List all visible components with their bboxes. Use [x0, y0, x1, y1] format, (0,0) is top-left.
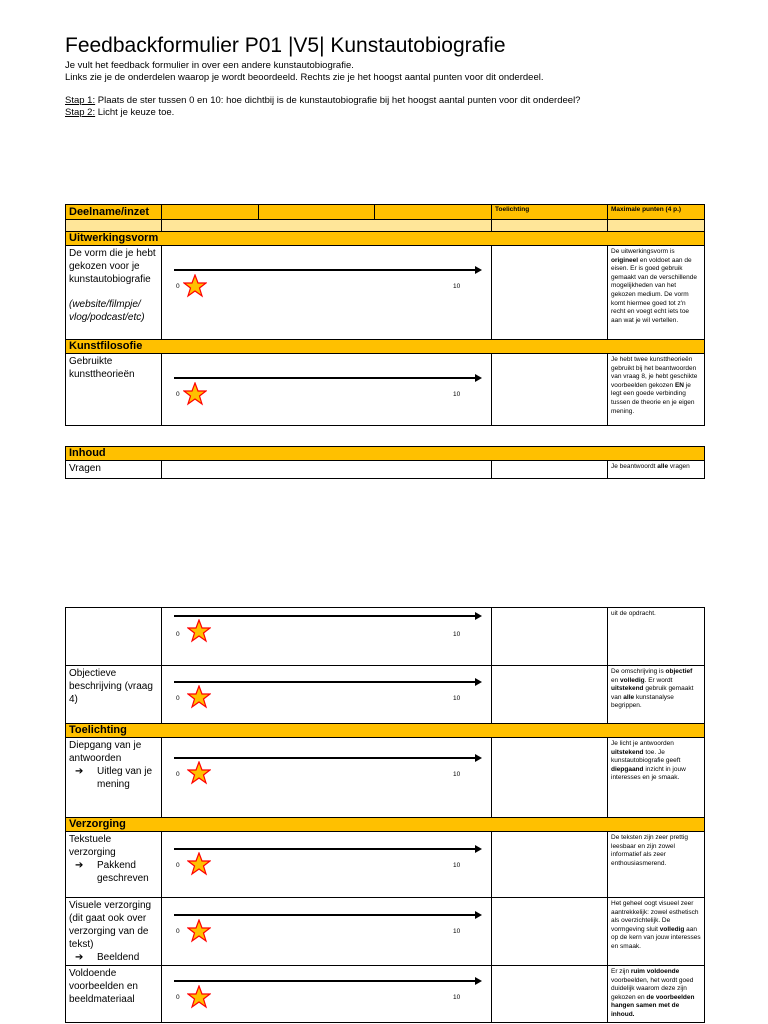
criterion-vorm [66, 246, 162, 340]
criterion-vorm-label: De vorm die je hebt gekozen voor je kunstautobiografie [69, 248, 156, 285]
sub-criterion [69, 765, 158, 791]
rating-star-icon[interactable] [187, 685, 211, 709]
max-points-description: Er zijn ruim voldoende voorbeelden, het wordt goed duidelijk waarom deze zijn gekozen en de voorbeelden hangen samen met de inhoud. [608, 966, 705, 1023]
intro-line-2: Links zie je de onderdelen waarop je wordt beoordeeld. Rechts zie je het hoogst aantal punten voor dit onderdeel. [65, 72, 544, 83]
step-2-label: Stap 2: [65, 107, 96, 118]
scale-max-label: 10 [453, 771, 461, 778]
toelichting-input[interactable] [492, 966, 608, 1023]
criterion-kunsttheorieen: Gebruikte kunsttheorieën [66, 354, 162, 426]
step-2-text: Licht je keuze toe. [95, 107, 175, 118]
criterion-tekstuele-verzorging [66, 832, 162, 898]
page-title: Feedbackformulier P01 |V5| Kunstautobiografie [65, 34, 506, 57]
rating-scale-cell [162, 666, 492, 724]
scale-arrow [174, 269, 476, 271]
header-toelichting: Toelichting [492, 205, 608, 220]
criterion-diepgang-label: Diepgang van je antwoorden [69, 740, 142, 764]
intro-line-1: Je vult het feedback formulier in over een andere kunstautobiografie. [65, 60, 354, 71]
feedback-table-2 [65, 446, 705, 479]
criterion-visuele-verzorging [66, 898, 162, 966]
sub-criterion [69, 859, 158, 885]
header-cell [162, 205, 259, 220]
scale-max-label: 10 [453, 391, 461, 398]
arrow-right-icon: ➔ [75, 766, 84, 777]
subheader-cell [162, 220, 492, 232]
scale-arrow [174, 615, 476, 617]
subheader-cell [492, 220, 608, 232]
section-kunstfilosofie: Kunstfilosofie [66, 340, 705, 354]
toelichting-input[interactable] [492, 738, 608, 818]
criterion-diepgang [66, 738, 162, 818]
toelichting-input[interactable] [492, 666, 608, 724]
rating-star-icon[interactable] [187, 761, 211, 785]
max-points-description: De teksten zijn zeer prettig leesbaar en zijn zowel informatief als zeer enthousiasmerend. [608, 832, 705, 898]
toelichting-input[interactable] [492, 461, 608, 479]
step-1-text: Plaats de ster tussen 0 en 10: hoe dichtbij is de kunstautobiografie bij het hoogst aantal punten voor dit onderdeel? [95, 95, 581, 106]
scale-arrow [174, 980, 476, 982]
scale-max-label: 10 [453, 862, 461, 869]
scale-min-label: 0 [176, 862, 180, 869]
rating-star-icon[interactable] [187, 919, 211, 943]
scale-arrow [174, 914, 476, 916]
scale-min-label: 0 [176, 928, 180, 935]
scale-min-label: 0 [176, 994, 180, 1001]
step-1 [65, 95, 580, 107]
scale-max-label: 10 [453, 283, 461, 290]
rating-scale [165, 355, 488, 421]
scale-arrow [174, 757, 476, 759]
toelichting-input[interactable] [492, 898, 608, 966]
rating-scale [165, 667, 488, 719]
arrow-right-icon: ➔ [75, 952, 84, 963]
scale-min-label: 0 [176, 391, 180, 398]
scale-max-label: 10 [453, 994, 461, 1001]
section-inhoud: Inhoud [66, 447, 705, 461]
toelichting-input[interactable] [492, 832, 608, 898]
scale-arrow [174, 681, 476, 683]
feedback-table-1 [65, 204, 705, 426]
step-1-label: Stap 1: [65, 95, 96, 106]
section-toelichting: Toelichting [66, 724, 705, 738]
rating-star-icon[interactable] [183, 274, 207, 298]
intro-text [65, 60, 543, 84]
toelichting-input[interactable] [492, 354, 608, 426]
rating-scale [165, 833, 488, 893]
criterion-voorbeelden: Voldoende voorbeelden en beeldmateriaal [66, 966, 162, 1023]
subheader-cell [608, 220, 705, 232]
rating-scale [165, 739, 488, 813]
max-points-description: De omschrijving is objectief en volledig. Er wordt uitstekend gebruik gemaakt van alle kunstanalyse begrippen. [608, 666, 705, 724]
sub-criterion-label: Beeldend [97, 952, 140, 963]
subheader-cell [66, 220, 162, 232]
scale-max-label: 10 [453, 928, 461, 935]
rating-scale-cell [162, 832, 492, 898]
header-deelname: Deelname/inzet [66, 205, 162, 220]
rating-star-icon[interactable] [187, 985, 211, 1009]
max-points-description: De uitwerkingsvorm is origineel en voldoet aan de eisen. Er is goed gebruik gemaakt van de verschillende mogelijkheden van het gekozen medium. De vorm komt hiermee goed tot z'n recht en voegt echt iets toe aan wat je wil vertellen. [608, 246, 705, 340]
sub-criterion-label: Uitleg van je mening [97, 766, 153, 790]
scale-min-label: 0 [176, 283, 180, 290]
rating-scale [165, 967, 488, 1017]
rating-scale-cell [162, 246, 492, 340]
sub-criterion [69, 951, 158, 964]
sub-criterion-label: Pakkend geschreven [97, 860, 149, 884]
rating-scale-cell [162, 354, 492, 426]
rating-star-icon[interactable] [187, 619, 211, 643]
section-verzorging: Verzorging [66, 818, 705, 832]
instructions [65, 95, 580, 119]
feedback-table-3 [65, 607, 705, 1023]
scale-min-label: 0 [176, 695, 180, 702]
scale-min-label: 0 [176, 771, 180, 778]
header-max-points: Maximale punten (4 p.) [608, 205, 705, 220]
rating-star-icon[interactable] [183, 382, 207, 406]
rating-scale-cell [162, 608, 492, 666]
criterion-objectieve-beschrijving: Objectieve beschrijving (vraag 4) [66, 666, 162, 724]
header-cell [375, 205, 492, 220]
max-points-description: Je beantwoordt alle vragen [608, 461, 705, 479]
rating-scale-cell [162, 461, 492, 479]
criterion-vragen-continued [66, 608, 162, 666]
max-points-description: uit de opdracht. [608, 608, 705, 666]
criterion-visuele-label: Visuele verzorging (dit gaat ook over verzorging van de tekst) [69, 900, 152, 950]
toelichting-input[interactable] [492, 246, 608, 340]
rating-scale-cell [162, 966, 492, 1023]
criterion-tekstuele-label: Tekstuele verzorging [69, 834, 116, 858]
rating-scale-cell [162, 898, 492, 966]
scale-arrow [174, 377, 476, 379]
header-cell [259, 205, 375, 220]
rating-scale-cell [162, 738, 492, 818]
max-points-description: Het geheel oogt visueel zeer aantrekkelijk: zowel esthetisch als overzichtelijk. De vormgeving sluit volledig aan op de kern van jouw interesses en smaak. [608, 898, 705, 966]
scale-min-label: 0 [176, 631, 180, 638]
rating-star-icon[interactable] [187, 852, 211, 876]
step-2 [65, 107, 580, 119]
max-points-description: Je hebt twee kunsttheorieën gebruikt bij het beantwoorden van vraag 8, je hebt geschikte voorbeelden gekozen EN je legt een goede verbinding tussen de theorie en je eigen mening. [608, 354, 705, 426]
rating-scale [165, 899, 488, 961]
criterion-vragen: Vragen [66, 461, 162, 479]
scale-max-label: 10 [453, 631, 461, 638]
scale-arrow [174, 848, 476, 850]
max-points-description: Je licht je antwoorden uitstekend toe. Je kunstautobiografie geeft diepgaand inzicht in jouw interesses en je smaak. [608, 738, 705, 818]
scale-max-label: 10 [453, 695, 461, 702]
rating-scale [165, 609, 488, 661]
arrow-right-icon: ➔ [75, 860, 84, 871]
toelichting-input[interactable] [492, 608, 608, 666]
criterion-vorm-examples: (website/filmpje/ vlog/podcast/etc) [69, 299, 145, 323]
section-uitwerkingsvorm: Uitwerkingsvorm [66, 232, 705, 246]
rating-scale [165, 247, 488, 335]
